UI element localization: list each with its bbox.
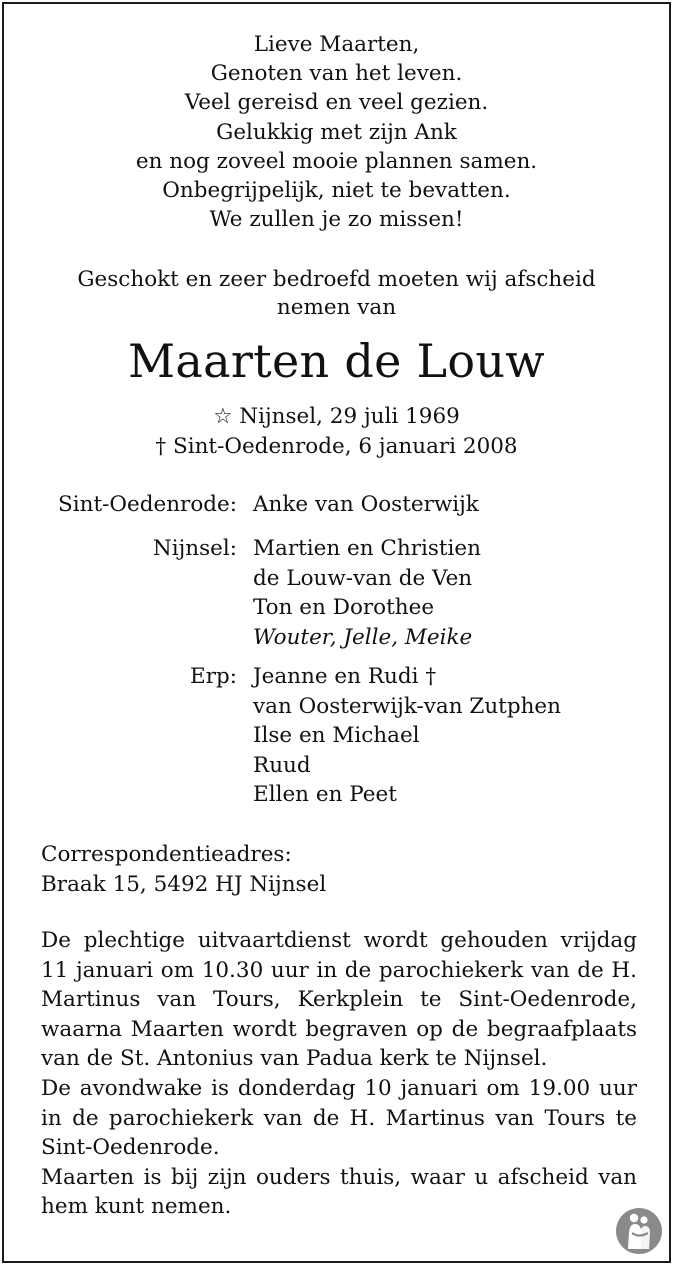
service-details [41,926,637,1222]
poem-line: en nog zoveel mooie plannen samen. [135,148,538,174]
correspondence-address: Braak 15, 5492 HJ Nijnsel [41,871,327,897]
funeral-service-text: De plechtige uitvaartdienst wordt gehouden vrijdag 11 januari om 10.30 uur in de parochiekerk van de H. Martinus van Tours, Kerkplein te Sint-Oedenrode, waarna Maarten wordt begraven op de begraafplaats van de St. Antonius van Padua kerk te Nijnsel. [41,928,637,1072]
family-place: Erp: [190,664,237,689]
announcement [4,266,669,322]
family-member: Ilse en Michael [253,723,420,748]
poem [4,30,669,234]
family-members [253,534,481,652]
poem-line: Lieve Maarten, [253,32,420,57]
announcement-line: nemen van [276,295,397,320]
vigil-text: De avondwake is donderdag 10 januari om 19.00 uur in de parochiekerk van de H. Martinus van Tours te Sint-Oedenrode. [41,1075,637,1161]
visitation-text: Maarten is bij zijn ouders thuis, waar u afscheid van hem kunt nemen. [41,1164,637,1220]
poem-line: We zullen je zo missen! [209,207,464,233]
grandchildren: Wouter, Jelle, Meike [253,624,473,650]
family-members [253,662,561,810]
family-members [253,490,479,520]
poem-line: Veel gereisd en veel gezien. [184,90,489,116]
birth-date: ☆ Nijnsel, 29 juli 1969 [213,404,460,429]
announcement-line: Geschokt en zeer bedroefd moeten wij afscheid [77,267,596,292]
family-member: de Louw-van de Ven [253,565,473,591]
embracing-figures-icon [615,1207,663,1255]
family-member: Anke van Oosterwijk [253,492,479,517]
family-place: Nijnsel: [152,536,237,561]
family-member: Jeanne en Rudi † [253,664,437,689]
deceased-name: Maarten de Louw [128,334,545,388]
life-dates [4,402,669,461]
family-place: Sint-Oedenrode: [58,492,237,517]
poem-line: Gelukkig met zijn Ank [216,119,457,145]
correspondence [41,840,326,899]
poem-line: Genoten van het leven. [210,61,463,87]
obituary-card [2,2,671,1263]
family-member: Martien en Christien [253,536,482,561]
family-member: Ellen en Peet [253,782,397,807]
family-member: Ruud [253,752,311,778]
correspondence-label: Correspondentieadres: [41,842,292,867]
family-member: Ton en Dorothee [253,595,435,620]
death-date: † Sint-Oedenrode, 6 januari 2008 [155,433,518,459]
poem-line: Onbegrijpelijk, niet te bevatten. [162,178,511,204]
family-member: van Oosterwijk-van Zutphen [253,693,562,719]
